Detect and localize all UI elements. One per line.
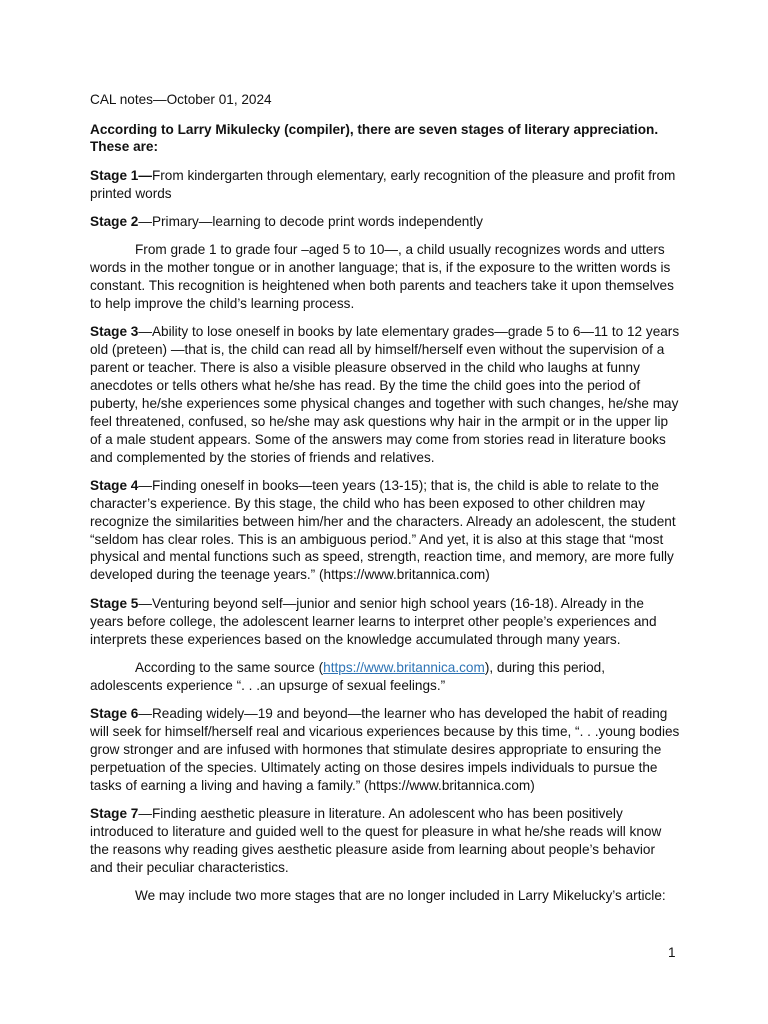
closing-paragraph: We may include two more stages that are no longer included in Larry Mikelucky’s article: bbox=[135, 887, 666, 903]
stage-1-text: From kindergarten through elementary, early recognition of the pleasure and profit from printed words bbox=[90, 167, 676, 201]
stage-1-label: Stage 1— bbox=[90, 167, 152, 183]
stage-4-paragraph bbox=[90, 477, 680, 584]
stage-7-paragraph bbox=[90, 805, 680, 877]
stage-7-text: —Finding aesthetic pleasure in literature. An adolescent who has been positively introduced to literature and guided well to the quest for pleasure in what he/she reads will know the reasons why reading gives aesthetic pleasure aside from learning about people’s behavior and their peculiar characteristics. bbox=[90, 805, 662, 875]
stage-6-label: Stage 6 bbox=[90, 706, 139, 721]
stage-5-followup-after: ), during this period, adolescents experience “. . .an upsurge of sexual feelings.” bbox=[90, 659, 605, 693]
intro-paragraph: According to Larry Mikulecky (compiler), there are seven stages of literary appreciation. These are: bbox=[90, 121, 659, 155]
stage-5-followup-before: According to the same source ( bbox=[135, 659, 324, 675]
stage-5-paragraph bbox=[90, 595, 680, 649]
stage-6-paragraph bbox=[90, 705, 680, 795]
stage-2-followup-paragraph: From grade 1 to grade four –aged 5 to 10—, a child usually recognizes words and utters words in the mother tongue or in another language; that is, if the exposure to the written words is constant. This recognition is heightened when both parents and teachers take it upon themselves to help improve the child’s learning process. bbox=[90, 242, 674, 311]
stage-2-paragraph bbox=[90, 213, 680, 231]
stage-5-followup-paragraph bbox=[90, 659, 680, 695]
stage-1-paragraph bbox=[90, 167, 680, 203]
stage-3-paragraph bbox=[90, 323, 680, 466]
stage-5-label: Stage 5 bbox=[90, 595, 139, 611]
stage-3-text: —Ability to lose oneself in books by late elementary grades—grade 5 to 6—11 to 12 years old (preteen) —that is, the child can read all by himself/herself even without the supervision of a parent or teacher. There is also a visible pleasure observed in the child who laughs at funny anecdotes or tells others what he/she has read. By the time the child goes into the period of puberty, he/she experiences some physical changes and together with such changes, he/she may feel threatened, confused, so he/she may ask questions why hair in the armpit or in the upper lip of a male student appears. Some of the answers may come from stories read in literature books and complemented by the stories of friends and relatives. bbox=[90, 324, 680, 465]
stage-6-text: —Reading widely—19 and beyond—the learner who has developed the habit of reading will seek for himself/herself real and vicarious experiences because by this time, “. . .young bodies grow stronger and are infused with hormones that stimulate desires appropriate to ensuring the perpetuation of the species. Ultimately acting on those desires impels individuals to pursue the tasks of earning a living and having a family.” (https://www.britannica.com) bbox=[90, 706, 680, 793]
stage-4-text: —Finding oneself in books—teen years (13-15); that is, the child is able to relate to the character’s experience. By this stage, the child who has been exposed to other children may recognize the similarities between him/her and the characters. Already an adolescent, the student “seldom has clear roles. This is an ambiguous period.” And yet, it is also at this stage that “most physical and mental functions such as speed, strength, reaction time, and memory, are more fully developed during the teenage years.” (https://www.britannica.com) bbox=[90, 477, 676, 583]
britannica-link[interactable]: https://www.britannica.com bbox=[323, 659, 485, 675]
stage-3-label: Stage 3 bbox=[90, 324, 139, 340]
document-header: CAL notes—October 01, 2024 bbox=[90, 92, 272, 107]
stage-7-label: Stage 7 bbox=[90, 805, 139, 821]
stage-2-text: —Primary—learning to decode print words independently bbox=[138, 213, 483, 229]
document-page bbox=[90, 91, 680, 915]
stage-5-text: —Venturing beyond self—junior and senior high school years (16-18). Already in the years before college, the adolescent learner learns to interpret other people’s experiences and interprets these experiences based on the knowledge accumulated through many years. bbox=[90, 595, 657, 647]
page-number: 1 bbox=[668, 945, 676, 960]
stage-4-label: Stage 4 bbox=[90, 477, 139, 493]
stage-2-label: Stage 2 bbox=[90, 213, 139, 229]
